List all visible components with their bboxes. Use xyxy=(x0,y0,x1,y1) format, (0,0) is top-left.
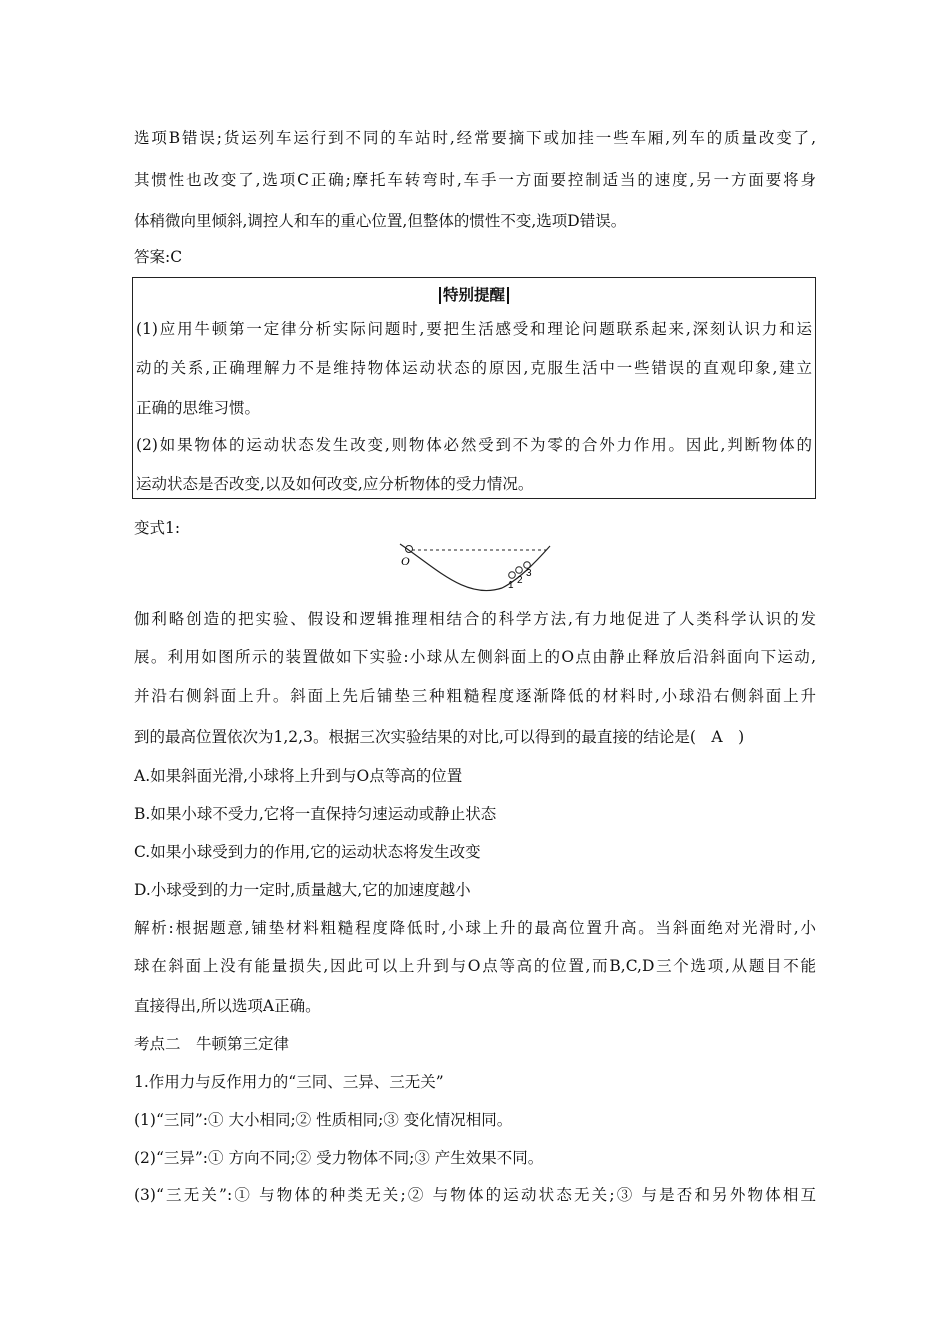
section-item: (3)“三无关”:① 与物体的种类无关;② 与物体的运动状态无关;③ 与是否和另外物体相互 xyxy=(134,1186,816,1204)
section-item: 1.作用力与反作用力的“三同、三异、三无关” xyxy=(134,1073,444,1091)
section-item: (2)“三异”:① 方向不同;② 受力物体不同;③ 产生效果不同。 xyxy=(134,1149,544,1167)
ball-label-2: 2 xyxy=(517,575,523,586)
ball-position-2 xyxy=(516,567,523,574)
incline-diagram xyxy=(396,540,556,596)
ball-label-3: 3 xyxy=(526,568,532,579)
section-item: (1)“三同”:① 大小相同;② 性质相同;③ 变化情况相同。 xyxy=(134,1111,513,1129)
option-b: B.如果小球不受力,它将一直保持匀速运动或静止状态 xyxy=(134,805,497,823)
ball-label-1: 1 xyxy=(508,580,514,591)
tip-line: 正确的思维习惯。 xyxy=(136,399,261,417)
tip-line: (2)如果物体的运动状态发生改变,则物体必然受到不为零的合外力作用。因此,判断物体的 xyxy=(136,436,812,454)
tip-box-title xyxy=(133,285,815,305)
variant-label: 变式1: xyxy=(134,519,181,537)
option-c: C.如果小球受到力的作用,它的运动状态将发生改变 xyxy=(134,843,481,861)
point-o-label: O xyxy=(401,554,410,568)
ball-position-1 xyxy=(509,572,516,579)
tip-line: 运动状态是否改变,以及如何改变,应分析物体的受力情况。 xyxy=(136,475,534,493)
question-line: 展。利用如图所示的装置做如下实验:小球从左侧斜面上的O点由静止释放后沿斜面向下运动, xyxy=(134,648,817,666)
section-heading: 考点二 牛顿第三定律 xyxy=(134,1035,290,1053)
tip-line: (1)应用牛顿第一定律分析实际问题时,要把生活感受和理论问题联系起来,深刻认识力和运 xyxy=(136,320,812,338)
title-bar-left xyxy=(439,287,441,304)
tip-title-text: 特别提醒 xyxy=(442,286,505,304)
analysis-line: 解析:根据题意,铺垫材料粗糙程度降低时,小球上升的最高位置升高。当斜面绝对光滑时,小 xyxy=(134,919,816,937)
question-line: 伽利略创造的把实验、假设和逻辑推理相结合的科学方法,有力地促进了人类科学认识的发 xyxy=(134,610,816,628)
title-bar-right xyxy=(507,287,509,304)
option-d: D.小球受到的力一定时,质量越大,它的加速度越小 xyxy=(134,881,471,899)
paragraph-line: 其惯性也改变了,选项C正确;摩托车转弯时,车手一方面要控制适当的速度,另一方面要将身 xyxy=(134,171,816,189)
paragraph-line: 体稍微向里倾斜,调控人和车的重心位置,但整体的惯性不变,选项D错误。 xyxy=(134,212,627,230)
tip-box xyxy=(132,277,816,499)
answer-text: 答案:C xyxy=(134,248,183,266)
analysis-line: 球在斜面上没有能量损失,因此可以上升到与O点等高的位置,而B,C,D三个选项,从题目不能 xyxy=(134,957,816,975)
analysis-line: 直接得出,所以选项A正确。 xyxy=(134,997,321,1015)
tip-line: 动的关系,正确理解力不是维持物体运动状态的原因,克服生活中一些错误的直观印象,建立 xyxy=(136,359,812,377)
question-line: 到的最高位置依次为1,2,3。根据三次实验结果的对比,可以得到的最直接的结论是( A ) xyxy=(134,728,745,746)
option-a: A.如果斜面光滑,小球将上升到与O点等高的位置 xyxy=(134,767,463,785)
question-line: 并沿右侧斜面上升。斜面上先后铺垫三种粗糙程度逐渐降低的材料时,小球沿右侧斜面上升 xyxy=(134,687,816,705)
paragraph-line: 选项B错误;货运列车运行到不同的车站时,经常要摘下或加挂一些车厢,列车的质量改变了, xyxy=(134,129,816,147)
